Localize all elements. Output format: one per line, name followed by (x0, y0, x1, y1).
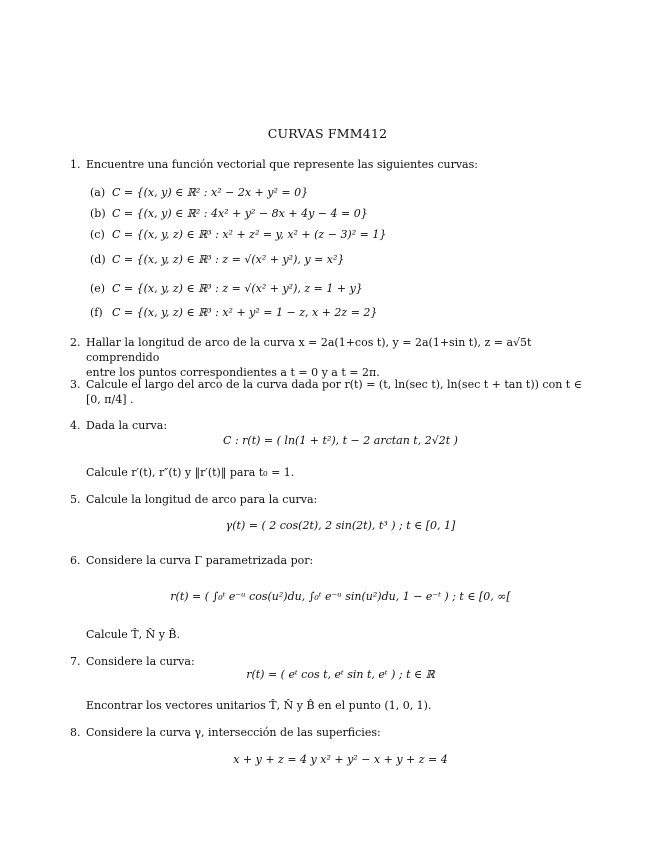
list-item (90, 205, 510, 223)
list-item (90, 304, 510, 322)
display-formula: r(t) = ( eᵗ cos t, eᵗ sin t, eᵗ ) ; t ∈ ℝ (246, 668, 435, 681)
item-label: (d) (90, 253, 106, 266)
item-math: C = {(x, y, z) ∈ ℝ³ : z = √(x² + y²), y = x²} (112, 253, 345, 266)
display-formula: C : r(t) = ( ln(1 + t²), t − 2 arctan t, 2√2t ) (223, 434, 458, 447)
item-label: (e) (90, 282, 106, 295)
problem-text: Calcule r′(t), r″(t) y ‖r′(t)‖ para t₀ = 1. (86, 466, 295, 479)
problem-number: 2. (70, 336, 81, 349)
display-formula: r(t) = ( ∫₀ᵗ e⁻ᵘ cos(u²)du, ∫₀ᵗ e⁻ᵘ sin(u²)du, 1 − e⁻ᵗ ) ; t ∈ [0, ∞[ (170, 590, 511, 603)
problem-text: Calcule la longitud de arco para la curva: (86, 493, 318, 506)
item-label: (f) (90, 306, 103, 319)
problem-number: 3. (70, 378, 81, 391)
problem-number: 5. (70, 493, 81, 506)
problem-3 (70, 377, 595, 407)
item-math: C = {(x, y) ∈ ℝ² : x² − 2x + y² = 0} (112, 186, 309, 199)
item-math: C = {(x, y) ∈ ℝ² : 4x² + y² − 8x + 4y − 4 = 0} (112, 207, 368, 220)
problem-number: 6. (70, 554, 81, 567)
problem-text: Encuentre una función vectorial que represente las siguientes curvas: (86, 158, 478, 171)
list-item (90, 280, 510, 298)
problem-8 (70, 725, 595, 740)
item-math: C = {(x, y, z) ∈ ℝ³ : z = √(x² + y²), z = 1 + y} (112, 282, 363, 295)
display-formula: γ(t) = ( 2 cos(2t), 2 sin(2t), t³ ) ; t ∈ [0, 1] (225, 519, 456, 532)
problem-text-line: entre los puntos correspondientes a t = 0 y a t = 2π. (86, 366, 380, 379)
problem-4-followup (70, 465, 595, 480)
item-math: C = {(x, y, z) ∈ ℝ³ : x² + z² = y, x² + (z − 3)² = 1} (112, 228, 387, 241)
problem-text-line: Hallar la longitud de arco de la curva x = 2a(1+cos t), y = 2a(1+sin t), z = a√5t comprendido (86, 336, 532, 364)
problem-text: Considere la curva: (86, 655, 195, 668)
problem-text: Considere la curva Γ parametrizada por: (86, 554, 314, 567)
item-label: (c) (90, 228, 105, 241)
problem-text: Calcule T̂, N̂ y B̂. (86, 628, 181, 641)
problem-5 (70, 492, 595, 507)
problem-6-followup (70, 627, 595, 642)
list-item (90, 251, 510, 269)
display-formula: x + y + z = 4 y x² + y² − x + y + z = 4 (233, 753, 448, 766)
problem-text-line: [0, π/4] . (86, 393, 134, 406)
problem-number: 1. (70, 158, 81, 171)
problem-text-line: Calcule el largo del arco de la curva dada por r(t) = (t, ln(sec t), ln(sec t + tan t)) con t ∈ (86, 378, 582, 391)
item-label: (a) (90, 186, 106, 199)
item-label: (b) (90, 207, 106, 220)
problem-number: 8. (70, 726, 81, 739)
problem-2 (70, 335, 595, 380)
problem-number: 7. (70, 655, 81, 668)
page-title: CURVAS FMM412 (267, 126, 388, 141)
problem-6 (70, 553, 595, 568)
problem-number: 4. (70, 419, 81, 432)
list-item (90, 184, 510, 202)
problem-1 (70, 157, 595, 172)
problem-7-followup (70, 698, 595, 713)
list-item (90, 226, 510, 244)
problem-text: Dada la curva: (86, 419, 168, 432)
problem-text: Encontrar los vectores unitarios T̂, N̂ y B̂ en el punto (1, 0, 1). (86, 699, 432, 712)
item-math: C = {(x, y, z) ∈ ℝ³ : x² + y² = 1 − z, x + 2z = 2} (112, 306, 378, 319)
problem-text: Considere la curva γ, intersección de las superficies: (86, 726, 381, 739)
